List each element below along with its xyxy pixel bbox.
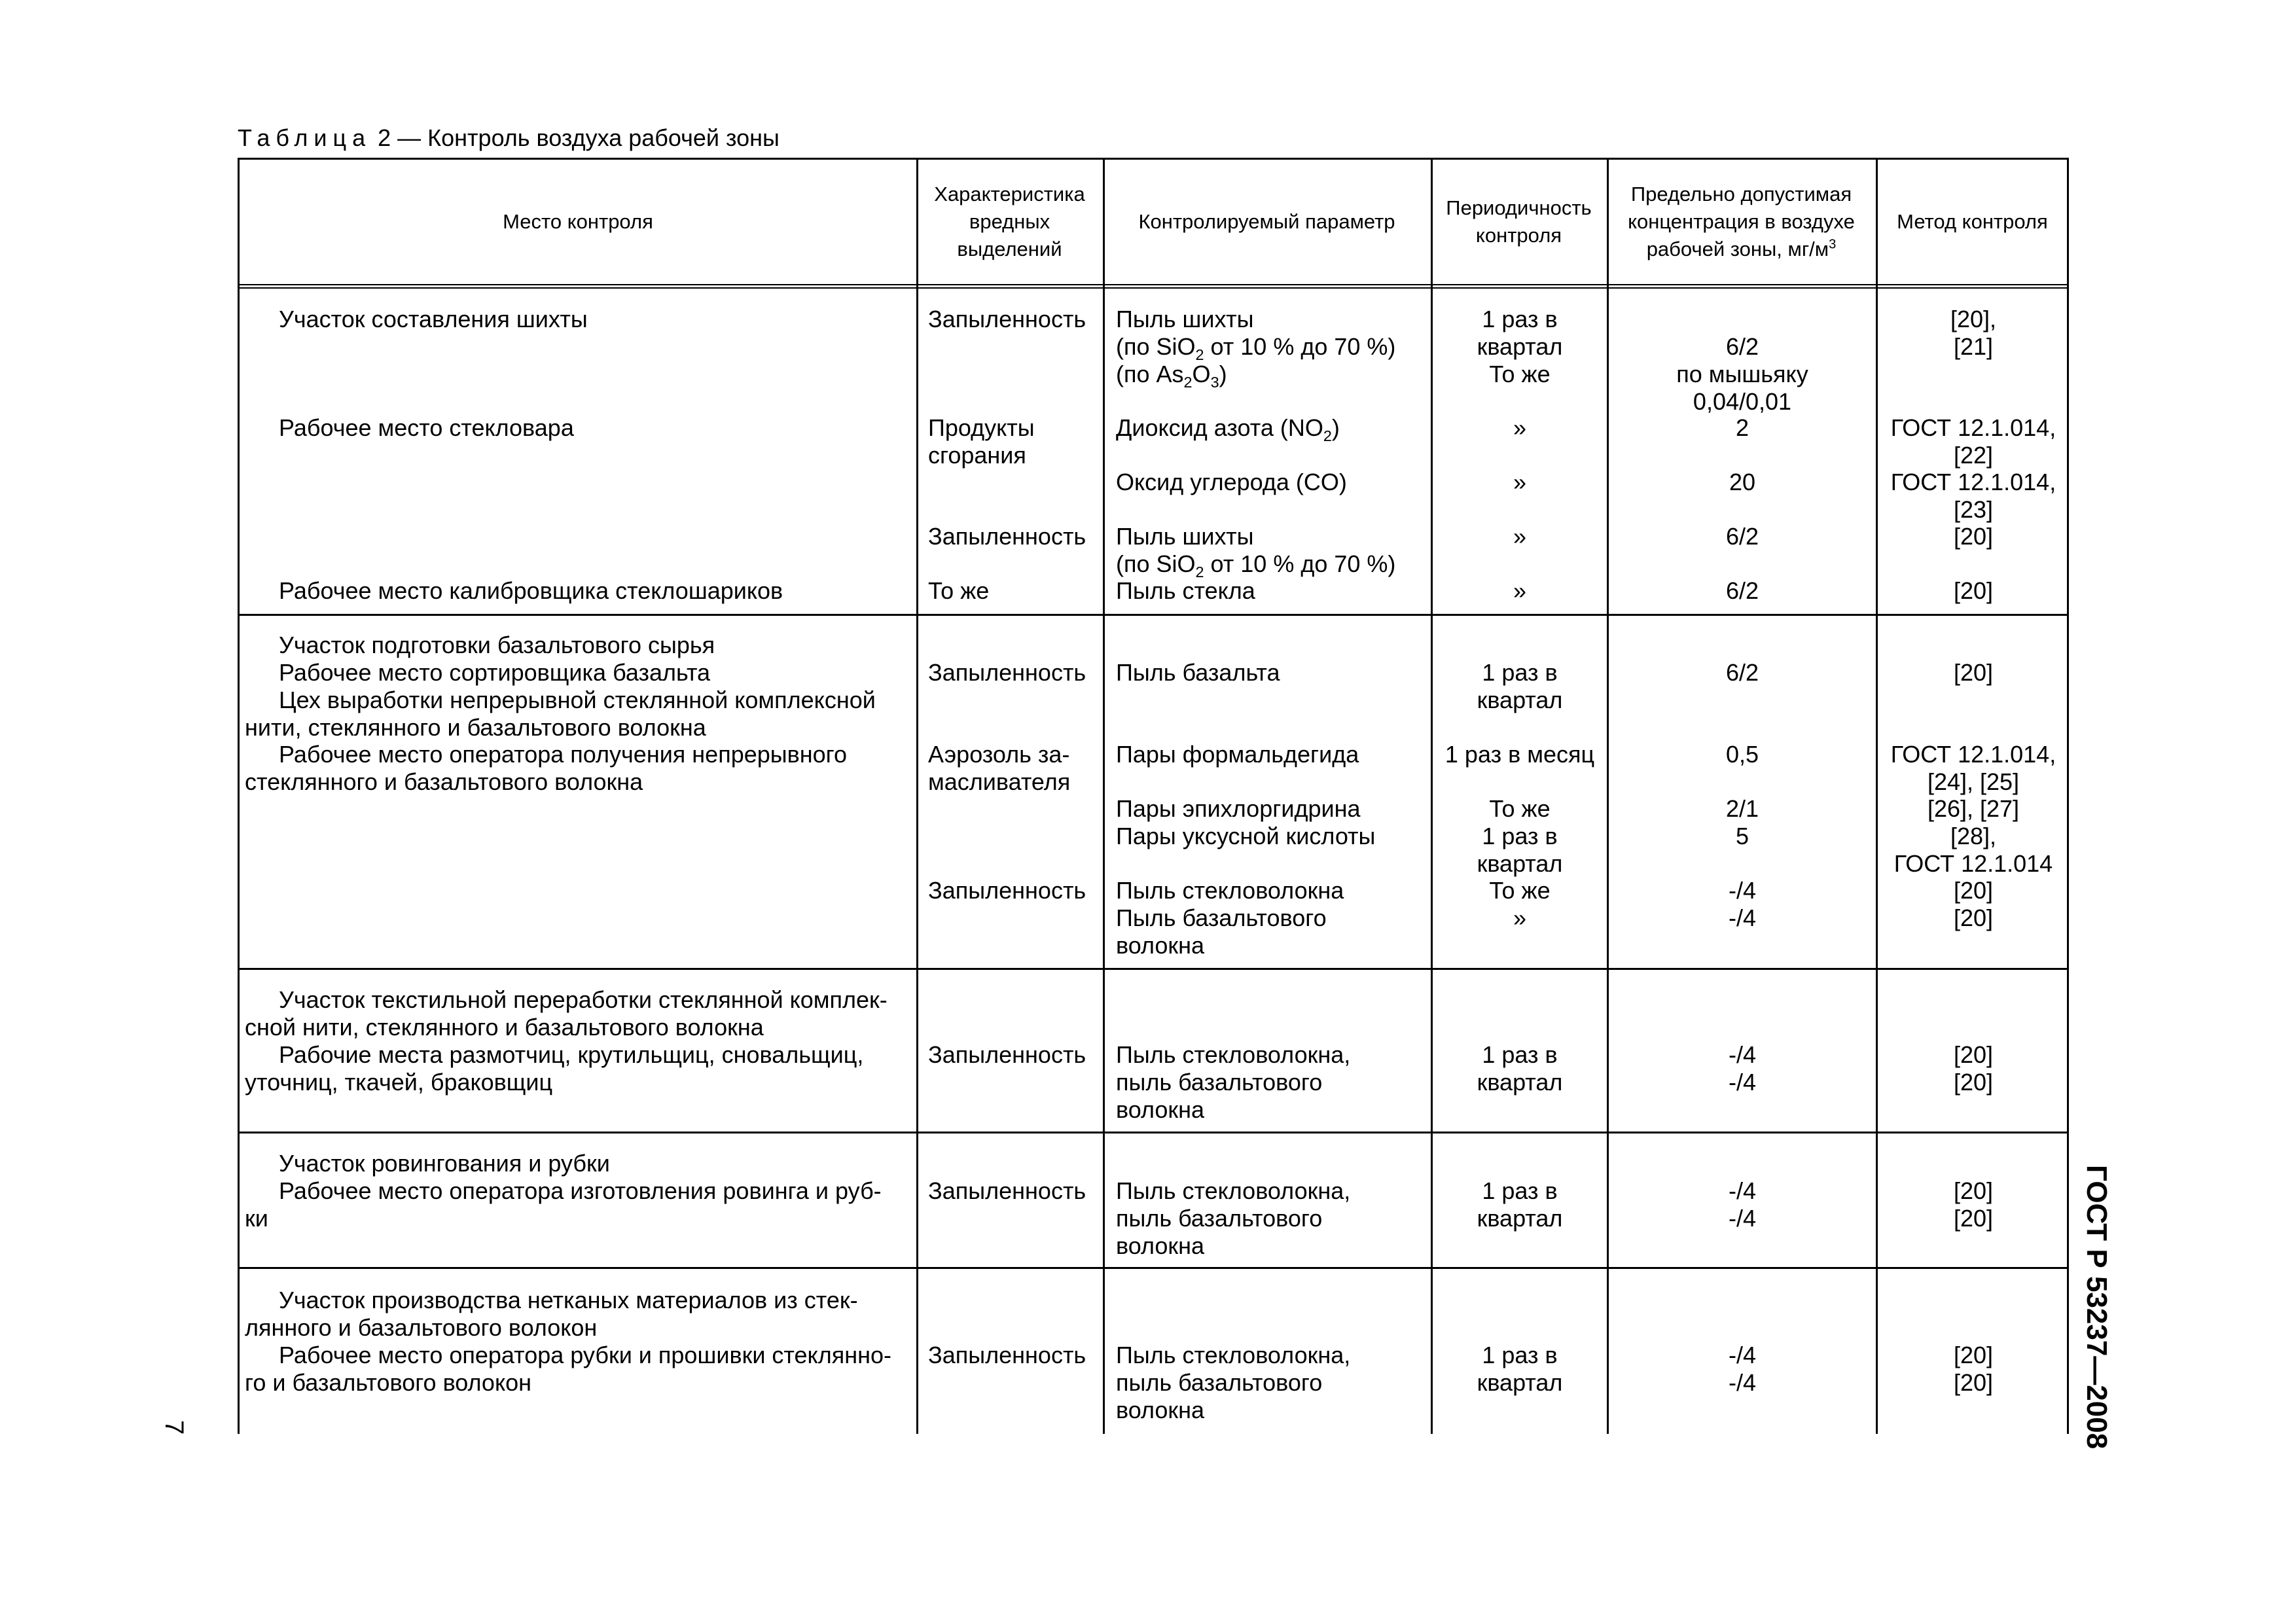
- mac-cell: 6/2: [1725, 333, 1759, 360]
- mac-cell: 6/2: [1725, 577, 1759, 604]
- param-text: (по As: [1116, 361, 1184, 387]
- periodicity-cell: 1 раз в: [1482, 823, 1558, 849]
- periodicity-cell: 1 раз в: [1482, 306, 1558, 332]
- caption-prefix: Таблица: [238, 124, 372, 151]
- periodicity-cell: 1 раз в: [1482, 659, 1558, 686]
- periodicity-cell: »: [1513, 469, 1527, 495]
- mac-cell: -/4: [1728, 1205, 1756, 1232]
- method-cell: [20]: [1953, 904, 1994, 931]
- periodicity-cell: 1 раз в: [1482, 1342, 1558, 1368]
- parameter-cell: Пыль базальта: [1116, 659, 1280, 686]
- place-cell: сной нити, стеклянного и базальтового волокна: [245, 1014, 764, 1041]
- page-number-text: 7: [160, 1420, 188, 1435]
- mac-cell: 6/2: [1725, 659, 1759, 686]
- param-sub: 2: [1195, 563, 1204, 581]
- periodicity-cell: То же: [1489, 361, 1551, 387]
- row-separator: [240, 614, 2067, 616]
- column-divider: [916, 160, 918, 1434]
- characteristic-cell: Запыленность: [928, 659, 1086, 686]
- method-cell: [20],: [1950, 306, 1997, 332]
- place-cell: Участок текстильной переработки стеклянной комплек-: [279, 986, 888, 1013]
- method-cell: [20]: [1953, 1205, 1994, 1232]
- parameter-cell: Пары уксусной кислоты: [1116, 823, 1376, 849]
- characteristic-cell: масливателя: [928, 768, 1071, 795]
- mac-cell: -/4: [1728, 904, 1756, 931]
- table-header: [240, 160, 2067, 289]
- method-cell: [20]: [1953, 1177, 1994, 1204]
- header-mac-sup: 3: [1829, 237, 1837, 252]
- row-separator: [240, 1267, 2067, 1269]
- place-cell: Рабочее место оператора рубки и прошивки стеклянно-: [279, 1342, 891, 1368]
- place-cell: ки: [245, 1205, 268, 1232]
- method-cell: [21]: [1953, 333, 1994, 360]
- parameter-cell: Пыль стекловолокна,: [1116, 1041, 1351, 1068]
- periodicity-cell: 1 раз в: [1482, 1041, 1558, 1068]
- place-cell: Участок производства нетканых материалов из стек-: [279, 1287, 858, 1313]
- parameter-cell: волокна: [1116, 1397, 1205, 1423]
- place-cell: нити, стеклянного и базальтового волокна: [245, 714, 706, 741]
- parameter-cell: Пары формальдегида: [1116, 741, 1359, 768]
- parameter-cell: пыль базальтового: [1116, 1205, 1323, 1232]
- place-cell: лянного и базальтового волокон: [245, 1314, 598, 1341]
- periodicity-cell: квартал: [1477, 850, 1563, 877]
- parameter-cell: пыль базальтового: [1116, 1069, 1323, 1096]
- param-text: (по SiO: [1116, 333, 1196, 360]
- parameter-cell: Пыль базальтового: [1116, 904, 1327, 931]
- place-cell: Рабочее место стекловара: [279, 414, 574, 441]
- method-cell: [20]: [1953, 1041, 1994, 1068]
- characteristic-cell: Запыленность: [928, 1177, 1086, 1204]
- periodicity-cell: 1 раз в месяц: [1444, 741, 1595, 768]
- place-cell: Рабочие места размотчиц, крутильщиц, сновальщиц,: [279, 1041, 864, 1068]
- param-text: Диоксид азота (NO: [1116, 414, 1323, 441]
- air-control-table: [238, 158, 2069, 1434]
- param-text: от 10 % до 70 %): [1204, 333, 1396, 360]
- periodicity-cell: То же: [1489, 877, 1551, 904]
- parameter-cell: Пыль стекла: [1116, 577, 1255, 604]
- parameter-cell: волокна: [1116, 1096, 1205, 1123]
- characteristic-cell: То же: [928, 577, 990, 604]
- method-cell: ГОСТ 12.1.014: [1893, 850, 2053, 877]
- place-cell: Участок ровингования и рубки: [279, 1150, 610, 1177]
- parameter-cell: Пыль шихты: [1116, 523, 1254, 550]
- method-cell: [28],: [1950, 823, 1997, 849]
- place-cell: Рабочее место калибровщика стеклошариков: [279, 577, 783, 604]
- method-cell: [23]: [1953, 496, 1994, 523]
- method-cell: [22]: [1953, 442, 1994, 469]
- parameter-cell: [1116, 361, 1227, 391]
- parameter-cell: волокна: [1116, 932, 1205, 959]
- param-text: (по SiO: [1116, 550, 1196, 577]
- method-cell: [20]: [1953, 1342, 1994, 1368]
- param-text: ): [1219, 361, 1227, 387]
- column-divider: [1103, 160, 1105, 1434]
- mac-cell: 5: [1735, 823, 1749, 849]
- mac-cell: -/4: [1728, 877, 1756, 904]
- header-method: Метод контроля: [1897, 210, 2048, 233]
- method-cell: [20]: [1953, 1069, 1994, 1096]
- mac-cell: по мышьяку: [1676, 361, 1808, 387]
- parameter-cell: [1116, 550, 1396, 581]
- characteristic-cell: Запыленность: [928, 523, 1086, 550]
- method-cell: [20]: [1953, 659, 1994, 686]
- header-periodicity: Периодичность контроля: [1446, 196, 1592, 247]
- periodicity-cell: »: [1513, 904, 1527, 931]
- periodicity-cell: квартал: [1477, 1369, 1563, 1396]
- periodicity-cell: квартал: [1477, 687, 1563, 713]
- mac-cell: -/4: [1728, 1342, 1756, 1368]
- place-cell: Рабочее место оператора получения непрерывного: [279, 741, 848, 768]
- place-cell: Рабочее место оператора изготовления ровинга и руб-: [279, 1177, 882, 1204]
- param-text: от 10 % до 70 %): [1204, 550, 1396, 577]
- characteristic-cell: Запыленность: [928, 1041, 1086, 1068]
- table-caption: [238, 123, 780, 153]
- mac-cell: 0,04/0,01: [1693, 388, 1792, 415]
- param-sub: 3: [1210, 374, 1219, 391]
- periodicity-cell: 1 раз в: [1482, 1177, 1558, 1204]
- periodicity-cell: »: [1513, 523, 1527, 550]
- method-cell: ГОСТ 12.1.014,: [1890, 414, 2056, 441]
- characteristic-cell: Запыленность: [928, 1342, 1086, 1368]
- characteristic-cell: Запыленность: [928, 306, 1086, 332]
- row-separator: [240, 1132, 2067, 1133]
- parameter-cell: [1116, 333, 1396, 364]
- periodicity-cell: квартал: [1477, 333, 1563, 360]
- place-cell: го и базальтового волокон: [245, 1369, 532, 1396]
- parameter-cell: Пыль стекловолокна: [1116, 877, 1344, 904]
- place-cell: Участок составления шихты: [279, 306, 588, 332]
- standard-title: ГОСТ Р 53237—2008: [2081, 1165, 2113, 1450]
- characteristic-cell: Запыленность: [928, 877, 1086, 904]
- caption-title: 2 — Контроль воздуха рабочей зоны: [371, 124, 780, 151]
- periodicity-cell: квартал: [1477, 1205, 1563, 1232]
- characteristic-cell: Продукты: [928, 414, 1035, 441]
- mac-cell: 6/2: [1725, 523, 1759, 550]
- mac-cell: 0,5: [1725, 741, 1759, 768]
- method-cell: [20]: [1953, 523, 1994, 550]
- periodicity-cell: »: [1513, 414, 1527, 441]
- header-mac-label: Предельно допустимая концентрация в воздухе рабочей зоны, мг/м: [1628, 183, 1855, 260]
- place-cell: Цех выработки непрерывной стеклянной комплексной: [279, 687, 876, 713]
- parameter-cell: Оксид углерода (CO): [1116, 469, 1347, 495]
- parameter-cell: волокна: [1116, 1232, 1205, 1259]
- param-sub: 2: [1323, 427, 1332, 445]
- mac-cell: 2: [1735, 414, 1749, 441]
- parameter-cell: Пары эпихлоргидрина: [1116, 795, 1361, 822]
- periodicity-cell: То же: [1489, 795, 1551, 822]
- param-text: O: [1192, 361, 1211, 387]
- method-cell: [26], [27]: [1927, 795, 2020, 822]
- header-characteristics: Характеристика вредных выделений: [934, 183, 1085, 260]
- mac-cell: -/4: [1728, 1369, 1756, 1396]
- parameter-cell: Пыль шихты: [1116, 306, 1254, 332]
- characteristic-cell: сгорания: [928, 442, 1026, 469]
- method-cell: [20]: [1953, 1369, 1994, 1396]
- parameter-cell: пыль базальтового: [1116, 1369, 1323, 1396]
- mac-cell: -/4: [1728, 1041, 1756, 1068]
- header-parameter: Контролируемый параметр: [1138, 210, 1395, 233]
- param-sub: 2: [1183, 374, 1193, 391]
- parameter-cell: Пыль стекловолокна,: [1116, 1342, 1351, 1368]
- mac-cell: -/4: [1728, 1069, 1756, 1096]
- periodicity-cell: квартал: [1477, 1069, 1563, 1096]
- method-cell: [20]: [1953, 877, 1994, 904]
- header-mac: [1607, 160, 1876, 284]
- param-text: ): [1331, 414, 1340, 441]
- mac-cell: 2/1: [1725, 795, 1759, 822]
- periodicity-cell: »: [1513, 577, 1527, 604]
- parameter-cell: Пыль стекловолокна,: [1116, 1177, 1351, 1204]
- place-cell: стеклянного и базальтового волокна: [245, 768, 643, 795]
- mac-cell: -/4: [1728, 1177, 1756, 1204]
- place-cell: уточниц, ткачей, браковщиц: [245, 1069, 553, 1096]
- method-cell: ГОСТ 12.1.014,: [1890, 469, 2056, 495]
- place-cell: Участок подготовки базальтового сырья: [279, 632, 715, 658]
- param-sub: 2: [1195, 346, 1204, 364]
- method-cell: [24], [25]: [1927, 768, 2020, 795]
- characteristic-cell: Аэрозоль за-: [928, 741, 1070, 768]
- method-cell: ГОСТ 12.1.014,: [1890, 741, 2056, 768]
- header-place: Место контроля: [503, 210, 653, 233]
- parameter-cell: [1116, 414, 1340, 445]
- mac-cell: 20: [1729, 469, 1756, 495]
- place-cell: Рабочее место сортировщика базальта: [279, 659, 711, 686]
- method-cell: [20]: [1953, 577, 1994, 604]
- row-separator: [240, 968, 2067, 970]
